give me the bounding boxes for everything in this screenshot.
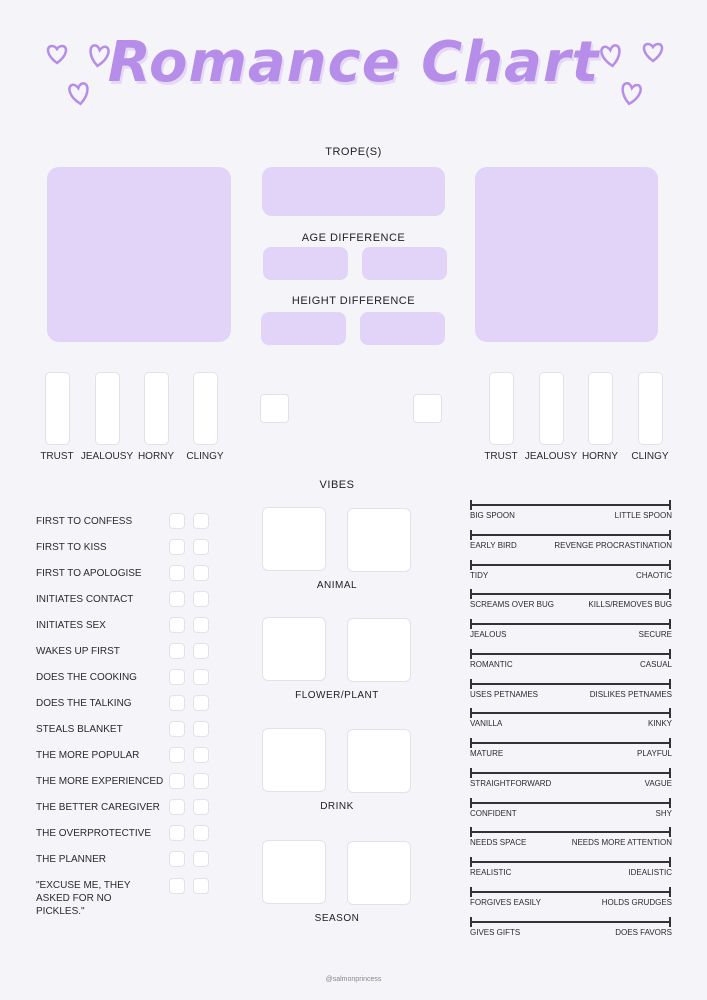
scale-slider[interactable] [470,593,671,595]
scale-left-label: ROMANTIC [470,659,513,669]
question-label: FIRST TO KISS [36,542,107,553]
scale-right-label: LITTLE SPOON [614,511,672,520]
scale-end-cap [470,530,472,540]
vibe-box-flower-left[interactable] [262,617,326,681]
scale-end-cap [669,827,671,837]
checkbox[interactable] [193,695,209,711]
scale-right-label: SECURE [638,630,672,639]
meter-label: JEALOUSY [524,451,578,462]
vibe-box-season-left[interactable] [262,840,326,904]
scale-slider[interactable] [470,921,671,923]
scale-right-label: PLAYFUL [637,749,672,758]
checkbox[interactable] [169,565,185,581]
checkbox[interactable] [169,617,185,633]
checkbox[interactable] [193,513,209,529]
character-one-portrait[interactable] [47,167,231,342]
scale-slider[interactable] [470,831,671,833]
checkbox[interactable] [169,773,185,789]
scale-end-cap [669,887,671,897]
scale-right-label: KILLS/REMOVES BUG [588,600,672,610]
scale-end-cap [470,649,472,659]
scale-right-label: KINKY [647,719,672,729]
tropes-label: TROPE(S) [325,146,382,158]
scale-slider[interactable] [470,891,671,893]
checkbox[interactable] [169,878,185,894]
meter-horny-left[interactable] [144,372,169,445]
scale-end-cap [669,857,671,867]
question-label: INITIATES SEX [36,620,106,631]
scale-left-label: MATURE [470,749,504,758]
question-label: THE MORE EXPERIENCED [36,776,164,787]
scale-left-label: BIG SPOON [470,511,515,520]
scale-left-label: EARLY BIRD [470,540,517,550]
scale-end-cap [669,649,671,659]
scale-slider[interactable] [470,653,671,655]
checkbox[interactable] [169,747,185,763]
scale-right-label: SHY [655,808,672,818]
height-field-left[interactable] [261,312,346,345]
scale-left-label: NEEDS SPACE [470,838,527,848]
scale-slider[interactable] [470,623,671,625]
checkbox[interactable] [169,825,185,841]
heart-icon [66,78,92,108]
heart-icon [44,42,70,66]
heart-icon [86,40,112,70]
scale-left-label: JEALOUS [470,630,507,639]
meter-clingy-left[interactable] [193,372,218,445]
vibe-box-animal-left[interactable] [262,507,326,571]
checkbox[interactable] [169,643,185,659]
checkbox[interactable] [193,721,209,737]
checkbox[interactable] [193,878,209,894]
heart-icon [598,40,624,70]
checkbox[interactable] [193,617,209,633]
heart-icon [618,76,644,108]
scale-end-cap [470,500,472,510]
scale-slider[interactable] [470,504,671,506]
scale-end-cap [669,619,671,629]
footer-credit: @salmonprincess [325,976,382,983]
vibe-box-drink-right[interactable] [347,729,411,793]
meter-trust-left[interactable] [45,372,70,445]
scale-end-cap [470,798,472,808]
meter-trust-right[interactable] [489,372,514,445]
meter-clingy-right[interactable] [638,372,663,445]
checkbox[interactable] [193,591,209,607]
scale-right-label: VAGUE [644,778,672,788]
scale-end-cap [669,530,671,540]
age-difference-label: AGE DIFFERENCE [301,232,406,244]
scale-slider[interactable] [470,772,671,774]
scale-left-label: VANILLA [470,719,503,729]
scale-left-label: FORGIVES EASILY [470,897,541,907]
scale-right-label: CASUAL [639,659,672,669]
scale-right-label: IDEALISTIC [628,868,672,877]
scale-right-label: DISLIKES PETNAMES [589,689,672,699]
scale-end-cap [470,679,472,689]
heart-icon [640,40,666,64]
meter-label: JEALOUSY [80,451,134,462]
question-label: DOES THE COOKING [36,672,137,683]
checkbox[interactable] [193,539,209,555]
vibe-label-animal: ANIMAL [316,580,358,591]
question-label: "EXCUSE ME, THEY ASKED FOR NO PICKLES." [36,880,131,917]
vibe-box-drink-left[interactable] [262,728,326,792]
age-field-right[interactable] [362,247,447,280]
question-label: THE MORE POPULAR [36,750,140,761]
scale-left-label: STRAIGHTFORWARD [470,778,552,788]
question-label: THE OVERPROTECTIVE [36,828,152,839]
scale-end-cap [470,827,472,837]
character-two-portrait[interactable] [475,167,658,342]
scale-end-cap [669,500,671,510]
scale-end-cap [669,589,671,599]
checkbox[interactable] [169,591,185,607]
checkbox[interactable] [169,851,185,867]
scale-slider[interactable] [470,683,671,685]
scale-end-cap [470,738,472,748]
scale-end-cap [470,589,472,599]
small-box-right[interactable] [413,394,442,423]
meter-label: TRUST [40,451,74,462]
scale-left-label: GIVES GIFTS [470,927,521,937]
scale-end-cap [470,917,472,927]
meter-label: CLINGY [186,451,224,462]
scale-end-cap [470,857,472,867]
scale-left-label: SCREAMS OVER BUG [470,600,555,610]
scale-slider[interactable] [470,534,671,536]
scale-right-label: CHAOTIC [636,570,672,580]
tropes-field[interactable] [262,167,445,216]
question-label: THE PLANNER [36,854,107,865]
scale-end-cap [470,887,472,897]
checkbox[interactable] [169,539,185,555]
checkbox[interactable] [193,643,209,659]
checkbox[interactable] [169,695,185,711]
checkbox[interactable] [193,799,209,815]
scale-slider[interactable] [470,712,671,714]
question-label: FIRST TO APOLOGISE [36,568,142,579]
checkbox[interactable] [193,669,209,685]
checkbox[interactable] [169,721,185,737]
age-field-left[interactable] [263,247,348,280]
checkbox[interactable] [193,825,209,841]
scale-left-label: CONFIDENT [470,808,517,818]
vibe-label-drink: DRINK [320,801,354,812]
vibe-box-flower-right[interactable] [347,618,411,682]
question-label: INITIATES CONTACT [36,594,134,605]
scale-end-cap [669,738,671,748]
scale-end-cap [669,708,671,718]
height-difference-label: HEIGHT DIFFERENCE [291,295,416,307]
height-field-right[interactable] [360,312,445,345]
scale-right-label: DOES FAVORS [615,927,672,937]
vibe-box-season-right[interactable] [347,841,411,905]
scale-end-cap [470,708,472,718]
scale-slider[interactable] [470,564,671,566]
scale-end-cap [669,679,671,689]
meter-label: TRUST [484,451,518,462]
checkbox[interactable] [193,747,209,763]
question-label: DOES THE TALKING [36,698,132,709]
scale-end-cap [470,560,472,570]
scale-end-cap [669,917,671,927]
question-label: THE BETTER CAREGIVER [36,802,160,813]
scale-slider[interactable] [470,861,671,863]
scale-right-label: REVENGE PROCRASTINATION [554,540,672,550]
scale-left-label: USES PETNAMES [470,689,539,699]
meter-jealousy-right[interactable] [539,372,564,445]
scale-slider[interactable] [470,802,671,804]
question-label: WAKES UP FIRST [36,646,120,657]
checkbox[interactable] [169,513,185,529]
scale-left-label: REALISTIC [470,868,512,877]
scale-end-cap [669,768,671,778]
vibe-label-flower: FLOWER/PLANT [295,690,379,701]
scale-right-label: HOLDS GRUDGES [601,897,672,907]
checkbox[interactable] [193,565,209,581]
scale-end-cap [669,798,671,808]
scale-right-label: NEEDS MORE ATTENTION [571,838,672,848]
scale-slider[interactable] [470,742,671,744]
scale-end-cap [669,560,671,570]
page-title: Romance Chart [107,30,600,95]
scale-end-cap [470,619,472,629]
scale-left-label: TIDY [470,570,489,580]
vibe-box-animal-right[interactable] [347,508,411,572]
small-box-left[interactable] [260,394,289,423]
question-label: FIRST TO CONFESS [36,516,133,527]
vibe-label-season: SEASON [314,913,360,924]
meter-label: CLINGY [631,451,669,462]
checkbox[interactable] [193,773,209,789]
meter-label: HORNY [581,451,619,462]
scale-end-cap [470,768,472,778]
meter-label: HORNY [137,451,175,462]
question-label: STEALS BLANKET [36,724,123,735]
checkbox[interactable] [169,799,185,815]
checkbox[interactable] [169,669,185,685]
checkbox[interactable] [193,851,209,867]
meter-horny-right[interactable] [588,372,613,445]
meter-jealousy-left[interactable] [95,372,120,445]
vibes-label: VIBES [319,479,355,491]
